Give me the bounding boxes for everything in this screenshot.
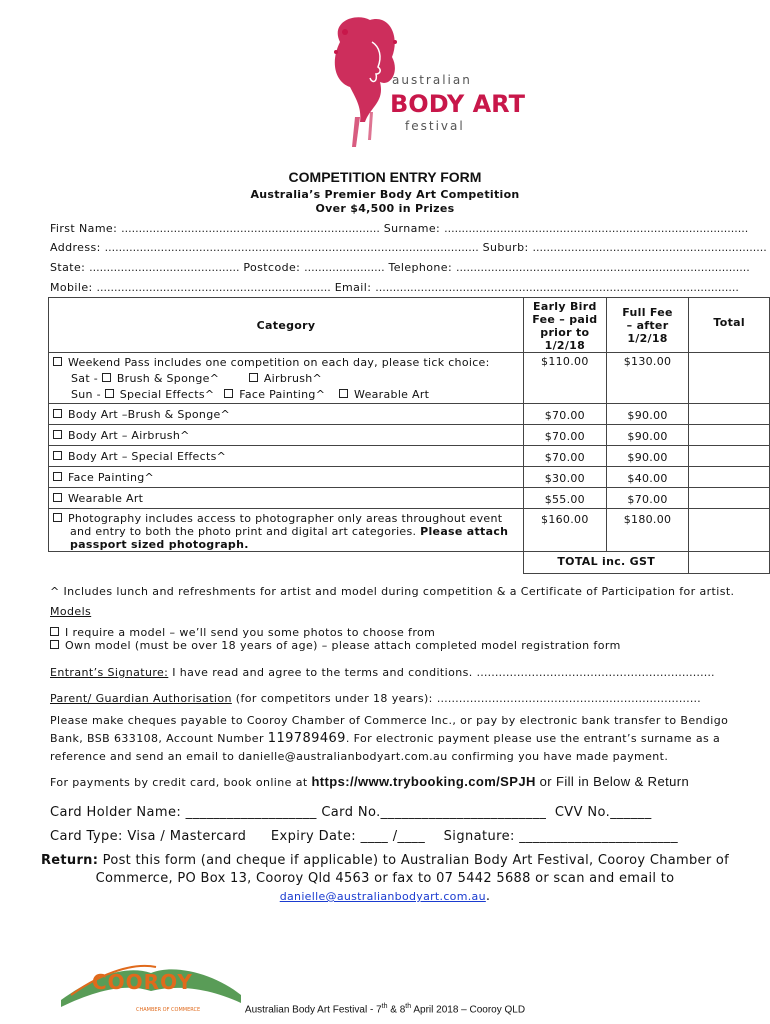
total-cell[interactable]	[689, 446, 770, 467]
prize-line: Over $4,500 in Prizes	[315, 202, 455, 215]
early-fee: $70.00	[523, 446, 606, 467]
logo-text-bottom: festival	[405, 119, 465, 133]
sun-wearable-label: Wearable Art	[354, 388, 430, 401]
account-number: 119789469	[267, 731, 346, 746]
model-option-2	[50, 639, 621, 652]
table-row	[49, 446, 770, 467]
signature-row	[50, 666, 715, 679]
sun-face-checkbox[interactable]	[224, 389, 233, 398]
table-row	[49, 509, 770, 552]
total-label: TOTAL inc. GST	[523, 552, 688, 574]
model-option-2-label: Own model (must be over 18 years of age) – please attach completed model registration form	[65, 639, 621, 652]
model-request-checkbox[interactable]	[50, 627, 59, 636]
photography-label-2: and entry to both the photo print and digital art categories.	[70, 525, 417, 538]
page-title: COMPETITION ENTRY FORM	[288, 169, 482, 185]
model-option-1-label: I require a model – we’ll send you some photos to choose from	[65, 626, 436, 639]
full-fee: $70.00	[606, 488, 689, 509]
signature-label: Entrant’s Signature:	[50, 666, 169, 679]
guardian-row	[50, 692, 701, 705]
guardian-field[interactable]: ………………………………………………………………	[436, 692, 701, 705]
signature-text: I have read and agree to the terms and conditions.	[172, 666, 473, 679]
card-signature-field[interactable]: Signature: _______________________	[443, 829, 678, 844]
full-fee-header: Full Fee – after 1/2/18	[606, 298, 689, 353]
festival-logo	[300, 12, 525, 152]
guardian-label: Parent/ Guardian Authorisation	[50, 692, 232, 705]
email-field[interactable]: ........................................................................................................	[375, 281, 739, 294]
own-model-checkbox[interactable]	[50, 640, 59, 649]
card-number-field[interactable]: Card No.________________________	[321, 805, 547, 820]
sat-airbrush-checkbox[interactable]	[249, 373, 258, 382]
category-checkbox[interactable]	[53, 493, 62, 502]
total-header: Total	[689, 298, 770, 353]
cvv-field[interactable]: CVV No.______	[554, 805, 652, 820]
payment-line-2a: Bank, BSB 633108, Account Number	[50, 732, 264, 745]
sat-airbrush-label: Airbrush^	[263, 372, 323, 385]
category-checkbox[interactable]	[53, 430, 62, 439]
early-fee: $110.00	[523, 353, 606, 404]
credit-card-note	[50, 774, 689, 789]
email-label: Email:	[334, 281, 372, 294]
state-field[interactable]: ...........................................	[89, 261, 240, 274]
early-fee: $70.00	[523, 404, 606, 425]
logo-text-top: australian	[392, 73, 472, 87]
signature-field[interactable]: ………………………………………………….…….	[476, 666, 715, 679]
total-cell[interactable]	[689, 509, 770, 552]
early-fee: $30.00	[523, 467, 606, 488]
category-table	[48, 297, 770, 574]
category-label: Body Art –Brush & Sponge^	[68, 408, 231, 421]
surname-label: Surname:	[383, 222, 441, 235]
category-checkbox[interactable]	[53, 451, 62, 460]
card-holder-field[interactable]: Card Holder Name: ___________________	[50, 805, 317, 820]
sun-label: Sun -	[71, 388, 101, 401]
table-row	[49, 488, 770, 509]
address-row	[50, 241, 767, 254]
category-checkbox[interactable]	[53, 472, 62, 481]
full-fee: $90.00	[606, 425, 689, 446]
early-fee: $160.00	[523, 509, 606, 552]
first-name-label: First Name:	[50, 222, 118, 235]
full-fee: $40.00	[606, 467, 689, 488]
model-option-1	[50, 626, 435, 639]
sun-special-checkbox[interactable]	[105, 389, 114, 398]
logo-text-main: BODY ART	[390, 90, 525, 118]
suburb-label: Suburb:	[482, 241, 529, 254]
contact-email-link[interactable]: danielle@australianbodyart.com.au	[279, 890, 486, 903]
surname-field[interactable]: .......................................................................................	[444, 222, 749, 235]
total-cell[interactable]	[689, 467, 770, 488]
includes-note: ^ Includes lunch and refreshments for artist and model during competition & a Certificate of Participation for artist.	[50, 585, 735, 598]
return-line-2: Commerce, PO Box 13, Cooroy Qld 4563 or fax to 07 5442 5688 or scan and email to	[95, 871, 675, 886]
payment-line-3: reference and send an email to danielle@australianbodyart.com.au confirming you have made payment.	[50, 750, 669, 763]
weekend-pass-label: Weekend Pass includes one competition on each day, please tick choice:	[68, 356, 490, 369]
mobile-row	[50, 281, 739, 294]
table-row	[49, 467, 770, 488]
credit-card-text: For payments by credit card, book online at	[50, 776, 308, 789]
sun-wearable-checkbox[interactable]	[339, 389, 348, 398]
cooroy-tagline: CHAMBER OF COMMERCE	[136, 1007, 201, 1013]
sat-brush-label: Brush & Sponge^	[116, 372, 220, 385]
table-header-row	[49, 298, 770, 353]
credit-card-tail: or Fill in Below & Return	[539, 774, 690, 789]
table-row	[49, 404, 770, 425]
expiry-field[interactable]: Expiry Date: ____ /____	[270, 829, 426, 844]
photography-label-1: Photography includes access to photographer only areas throughout event	[68, 512, 503, 525]
name-row	[50, 222, 748, 235]
category-checkbox[interactable]	[53, 409, 62, 418]
card-row-2	[50, 829, 678, 844]
return-line-1: Post this form (and cheque if applicable) to Australian Body Art Festival, Cooroy Chamber of	[102, 853, 730, 868]
total-cell[interactable]	[689, 425, 770, 446]
first-name-field[interactable]: ..........................................................................	[121, 222, 380, 235]
full-fee: $130.00	[606, 353, 689, 404]
photography-checkbox[interactable]	[53, 513, 62, 522]
early-fee: $55.00	[523, 488, 606, 509]
cooroy-name: COOROY	[92, 970, 193, 994]
total-cell[interactable]	[689, 488, 770, 509]
photography-bold-2: passport sized photograph.	[70, 538, 249, 551]
weekend-pass-checkbox[interactable]	[53, 357, 62, 366]
telephone-label: Telephone:	[388, 261, 453, 274]
grand-total-cell[interactable]	[689, 552, 770, 574]
category-label: Wearable Art	[68, 492, 144, 505]
sun-face-label: Face Painting^	[239, 388, 326, 401]
payment-line-2b: . For electronic payment please use the entrant’s surname as a	[345, 732, 721, 745]
telephone-field[interactable]: ....................................................................................	[455, 261, 750, 274]
sat-brush-checkbox[interactable]	[102, 373, 111, 382]
state-row	[50, 261, 750, 274]
weekend-pass-cell	[49, 353, 524, 404]
total-cell[interactable]	[689, 404, 770, 425]
sun-special-label: Special Effects^	[119, 388, 215, 401]
address-field[interactable]: ...........................................................................................................	[104, 241, 479, 254]
state-label: State:	[50, 261, 86, 274]
payment-line-1: Please make cheques payable to Cooroy Chamber of Commerce Inc., or pay by electronic bank transfer to Bendigo	[50, 714, 729, 727]
mobile-label: Mobile:	[50, 281, 93, 294]
photography-bold-1: Please attach	[420, 525, 509, 538]
models-heading: Models	[50, 605, 92, 618]
category-label: Body Art – Special Effects^	[68, 450, 227, 463]
guardian-text: (for competitors under 18 years):	[235, 692, 433, 705]
early-fee: $70.00	[523, 425, 606, 446]
table-row	[49, 425, 770, 446]
total-cell[interactable]	[689, 353, 770, 404]
sat-label: Sat -	[71, 372, 99, 385]
postcode-field[interactable]: .......................	[304, 261, 385, 274]
category-header: Category	[49, 298, 524, 353]
payment-instructions	[50, 712, 740, 766]
subtitle: Australia’s Premier Body Art Competition	[250, 188, 520, 201]
category-label: Body Art – Airbrush^	[68, 429, 190, 442]
booking-link[interactable]: https://www.trybooking.com/SPJH	[311, 774, 536, 789]
suburb-field[interactable]: ...................................................................	[532, 241, 767, 254]
footer: Australian Body Art Festival - 7th & 8th April 2018 – Cooroy QLD	[244, 1003, 526, 1016]
return-instructions: Return: Post this form (and cheque if applicable) to Australian Body Art Festival, Cooroy Chamber of Commerce, PO Box 13, Cooroy Qld 4563 or fax to 07 5442 5688 or scan and email to danielle@australianbodyart.com.au.	[40, 853, 730, 904]
address-label: Address:	[50, 241, 101, 254]
total-row	[49, 552, 770, 574]
photography-cell	[49, 509, 524, 552]
full-fee: $90.00	[606, 446, 689, 467]
full-fee: $90.00	[606, 404, 689, 425]
category-label: Face Painting^	[68, 471, 155, 484]
postcode-label: Postcode:	[243, 261, 301, 274]
return-label: Return:	[40, 853, 99, 868]
full-fee: $180.00	[606, 509, 689, 552]
card-row-1	[50, 805, 652, 820]
early-bird-header: Early Bird Fee – paid prior to 1/2/18	[523, 298, 606, 353]
table-row	[49, 353, 770, 404]
mobile-field[interactable]: ...................................................................	[96, 281, 331, 294]
card-type-field[interactable]: Card Type: Visa / Mastercard	[50, 829, 247, 844]
